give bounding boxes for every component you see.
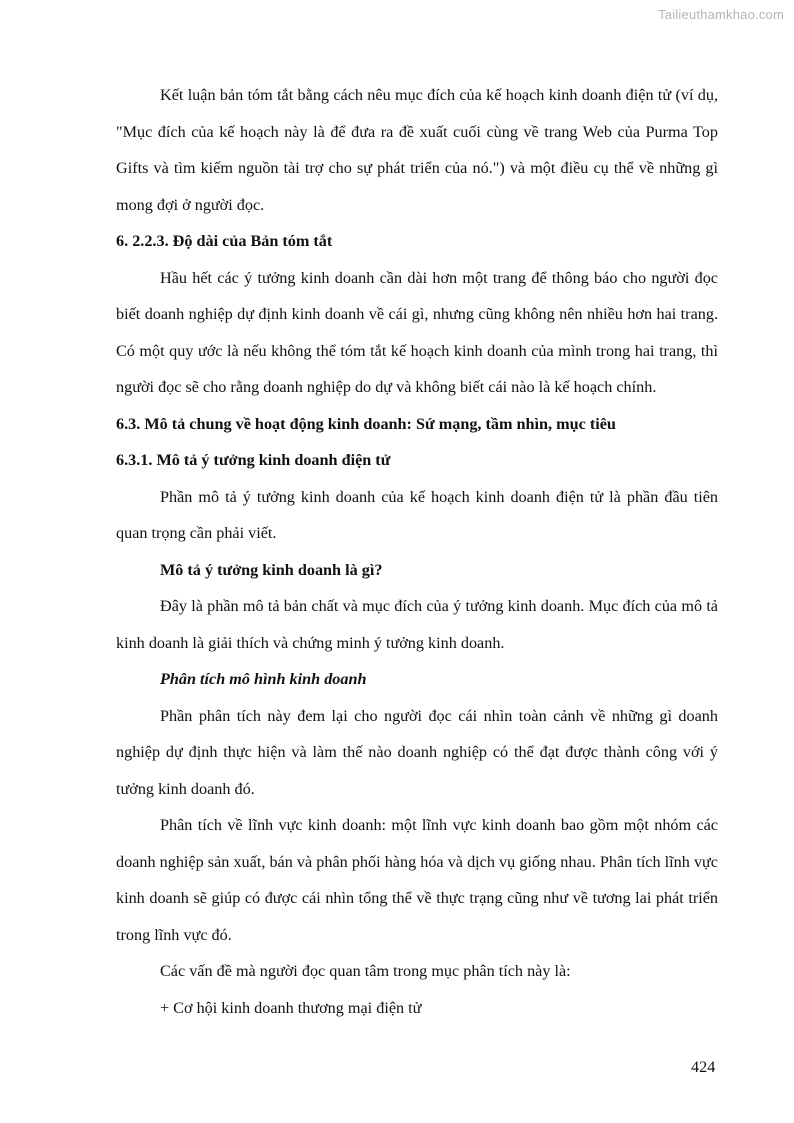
paragraph-model-analysis: Phần phân tích này đem lại cho người đọc cái nhìn toàn cảnh về những gì doanh nghiệp dự định thực hiện và làm thế nào doanh nghiệp có thể đạt được thành công với ý tưởng kinh doanh đó. xyxy=(116,706,718,798)
paragraph-summary-length: Hầu hết các ý tưởng kinh doanh cần dài hơn một trang để thông báo cho người đọc biết doanh nghiệp dự định kinh doanh về cái gì, nhưng cũng không nên nhiều hơn hai trang. Có một quy ước là nếu không thể tóm tắt kế hoạch kinh doanh của mình trong hai trang, thì người đọc sẽ cho rằng doanh nghiệp do dự và không biết cái nào là kế hoạch chính. xyxy=(116,268,718,396)
paragraph-description-purpose: Đây là phần mô tả bản chất và mục đích của ý tưởng kinh doanh. Mục đích của mô tả kinh doanh là giải thích và chứng minh ý tưởng kinh doanh. xyxy=(116,597,718,652)
subheading-business-model-analysis: Phân tích mô hình kinh doanh xyxy=(160,670,367,688)
paragraph-conclusion: Kết luận bản tóm tắt bằng cách nêu mục đích của kế hoạch kinh doanh điện tử (ví dụ, "Mục đích của kế hoạch này là để đưa ra đề xuất cuối cùng về trang Web của Purma Top Gifts và tìm kiếm nguồn tài trợ cho sự phát triển của nó.") và một điều cụ thể về những gì mong đợi ở người đọc. xyxy=(116,86,718,214)
watermark: Tailieuthamkhao.com xyxy=(658,7,784,22)
document-body xyxy=(116,77,718,1026)
paragraph-description-intro: Phần mô tả ý tưởng kinh doanh của kế hoạch kinh doanh điện tử là phần đầu tiên quan trọng cần phải viết. xyxy=(116,487,718,542)
heading-section-6-3-1: 6.3.1. Mô tả ý tưởng kinh doanh điện tử xyxy=(116,451,391,469)
list-item-ecommerce-opportunity: + Cơ hội kinh doanh thương mại điện tử xyxy=(160,998,422,1017)
paragraph-reader-concerns: Các vấn đề mà người đọc quan tâm trong mục phân tích này là: xyxy=(160,962,571,980)
subheading-what-is-description: Mô tả ý tưởng kinh doanh là gì? xyxy=(160,560,383,579)
heading-section-6-3: 6.3. Mô tả chung về hoạt động kinh doanh: Sứ mạng, tầm nhìn, mục tiêu xyxy=(116,414,616,433)
page-number: 424 xyxy=(691,1058,716,1076)
paragraph-field-analysis: Phân tích về lĩnh vực kinh doanh: một lĩnh vực kinh doanh bao gồm một nhóm các doanh nghiệp sản xuất, bán và phân phối hàng hóa và dịch vụ giống nhau. Phân tích lĩnh vực kinh doanh sẽ giúp có được cái nhìn tổng thể về thực trạng cũng như về tương lai phát triển trong lĩnh vực đó. xyxy=(116,816,718,944)
heading-summary-length: 6. 2.2.3. Độ dài của Bản tóm tắt xyxy=(116,232,333,250)
